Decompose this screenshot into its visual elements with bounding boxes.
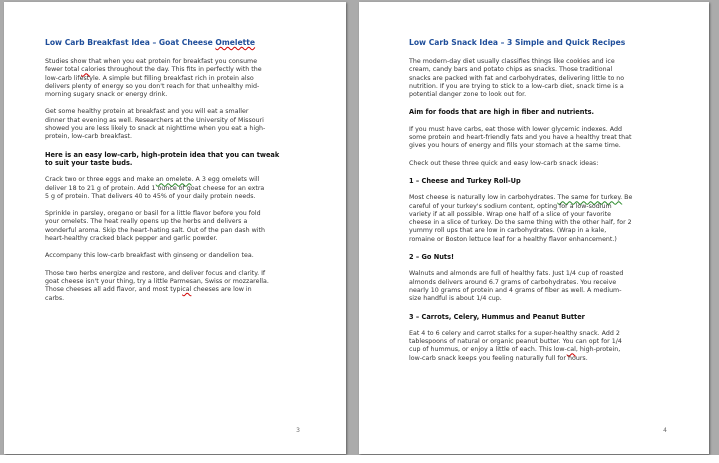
page-3[interactable] (4, 2, 346, 454)
text-line: cream, candy bars and potato chips as snacks. Those traditional (409, 66, 613, 74)
text-line: nutrition. If you are trying to stick to a low-carb diet, snack time is a (409, 82, 624, 90)
proofing-flag[interactable]: cal (182, 286, 192, 294)
text-line: deliver 18 to 21 g of protein. Add 1 ounce of goat cheese for an extra (45, 184, 265, 192)
text-line: yummy roll ups that are low in carbohydrates. (Wrap in a kale, (409, 227, 607, 235)
paragraph (409, 270, 689, 303)
text-line: Eat 4 to 6 celery and carrot stalks for a super-healthy snack. Add 2 (409, 329, 620, 337)
text-line: romaine or Boston lettuce leaf for a healthy flavor enhancement.) (409, 235, 617, 243)
text-line: showed you are less likely to snack at nighttime when you eat a high- (45, 125, 266, 133)
text-line: gives you hours of energy and fills your stomach at the same time. (409, 142, 621, 150)
text-line: delivers plenty of energy so you don't reach for that unhealthy mid- (45, 82, 260, 90)
page-gap (349, 0, 356, 463)
text-line: nearly 10 grams of protein and 4 grams of fiber as well. A medium- (409, 286, 622, 294)
text-line: some protein and heart-friendly fats and you have a healthy treat that (409, 134, 632, 142)
paragraph (45, 108, 315, 141)
page-4-content (409, 38, 689, 372)
paragraph (409, 330, 689, 363)
text-line: to suit your taste buds. (45, 158, 133, 167)
text-line: dinner that evening as well. Researchers at the University of Missouri (45, 116, 264, 124)
paragraph (409, 160, 689, 168)
page-3-content (45, 38, 315, 312)
text-line: Get some healthy protein at breakfast and you will eat a smaller (45, 108, 249, 116)
section-heading (409, 253, 689, 261)
paragraph (45, 58, 315, 99)
proofing-flag[interactable]: an omelete (155, 176, 192, 184)
proofing-flag[interactable]: cal (566, 346, 576, 354)
page-3-body (45, 58, 315, 303)
page-4-title: Low Carb Snack Idea – 3 Simple and Quick Recipes (409, 38, 626, 47)
text-line: 5 g of protein. That delivers 40 to 45% of your daily protein needs. (45, 192, 256, 200)
text-line: wonderful aroma. Skip the heart-hating salt. Out of the pan dash with (45, 226, 265, 234)
section-heading (409, 313, 689, 321)
paragraph (45, 270, 315, 303)
paragraph (45, 210, 315, 243)
text-line: Check out these three quick and easy low-carb snack ideas: (409, 159, 599, 167)
spelling-flagged-word[interactable]: Omelette (215, 38, 256, 47)
page-3-title (45, 38, 315, 48)
text-line: low-carb snack keeps you feeling naturally full for hours. (409, 354, 588, 362)
text-line: Those cheeses all add flavor, and most typical cheeses are low in (45, 286, 252, 294)
text-line: cheese in a slice of turkey. Do the same thing with the other half, for 2 (409, 219, 632, 227)
text-line: If you must have carbs, eat those with lower glycemic indexes. Add (409, 125, 622, 133)
paragraph (45, 252, 315, 260)
section-heading (409, 177, 689, 185)
paragraph (409, 58, 689, 99)
text-line: cup of hummus, or enjoy a little of each. This low-cal, high-protein, (409, 346, 621, 354)
section-heading (45, 151, 315, 168)
paragraph (409, 126, 689, 151)
text-line: low-carb lifestyle. A simple but filling breakfast rich in protein also (45, 74, 254, 82)
text-line: Here is an easy low-carb, high-protein idea that you can tweak (45, 150, 280, 159)
title-main-text: Low Carb Breakfast Idea – Goat Cheese (45, 38, 216, 47)
text-line: 1 – Cheese and Turkey Roll-Up (409, 176, 521, 185)
text-line: Walnuts and almonds are full of healthy fats. Just 1/4 cup of roasted (409, 270, 624, 278)
text-line: goat cheese isn't your thing, try a little Parmesan, Swiss or mozzarella. (45, 277, 269, 285)
page-4-body (409, 58, 689, 363)
text-line: Aim for foods that are high in fiber and nutrients. (409, 108, 595, 117)
text-line: Crack two or three eggs and make an omelete. A 3 egg omelets will (45, 176, 260, 184)
text-line: fewer total calories throughout the day. This fits in perfectly with the (45, 66, 262, 74)
paragraph (409, 194, 689, 244)
text-line: heart-healthy cracked black pepper and garlic powder. (45, 235, 218, 243)
text-line: your omelets. The heat really opens up the herbs and delivers a (45, 218, 248, 226)
text-line: morning sugary snack or energy drink. (45, 91, 168, 99)
page-number: 3 (296, 427, 300, 434)
window-bottom-edge (0, 455, 719, 463)
proofing-flag[interactable]: The same for turkey. (557, 194, 623, 202)
page-number: 4 (663, 427, 667, 434)
text-line: almonds delivers around 6.7 grams of carbohydrates. You receive (409, 278, 617, 286)
section-heading (409, 108, 689, 116)
proofing-flag[interactable]: cal (81, 66, 91, 74)
text-line: potential danger zone to look out for. (409, 91, 527, 99)
text-line: snacks are packed with fat and carbohydrates, delivering little to no (409, 74, 625, 82)
text-line: The modern-day diet usually classifies things like cookies and ice (409, 58, 615, 65)
text-line: tablespoons of natural or organic peanut butter. You can opt for 1/4 (409, 338, 622, 346)
text-line: size handful is about 1/4 cup. (409, 295, 502, 303)
text-line: protein, low-carb breakfast. (45, 133, 132, 141)
text-line: Accompany this low-carb breakfast with ginseng or dandelion tea. (45, 252, 254, 260)
text-line: Most cheese is naturally low in carbohydrates. The same for turkey. Be (409, 194, 633, 202)
text-line: careful of your turkey's sodium content, opting for a low-sodium (409, 202, 612, 210)
text-line: carbs. (45, 294, 65, 302)
page-4[interactable] (359, 2, 709, 454)
text-line: Sprinkle in parsley, oregano or basil for a little flavor before you fold (45, 210, 261, 218)
text-line: variety if at all possible. Wrap one half of a slice of your favorite (409, 210, 611, 218)
text-line: 3 – Carrots, Celery, Hummus and Peanut Butter (409, 312, 585, 321)
paragraph (45, 176, 315, 201)
text-line: 2 – Go Nuts! (409, 253, 455, 262)
text-line: Those two herbs energize and restore, and deliver focus and clarity. If (45, 269, 266, 277)
text-line: Studies show that when you eat protein for breakfast you consume (45, 58, 258, 65)
